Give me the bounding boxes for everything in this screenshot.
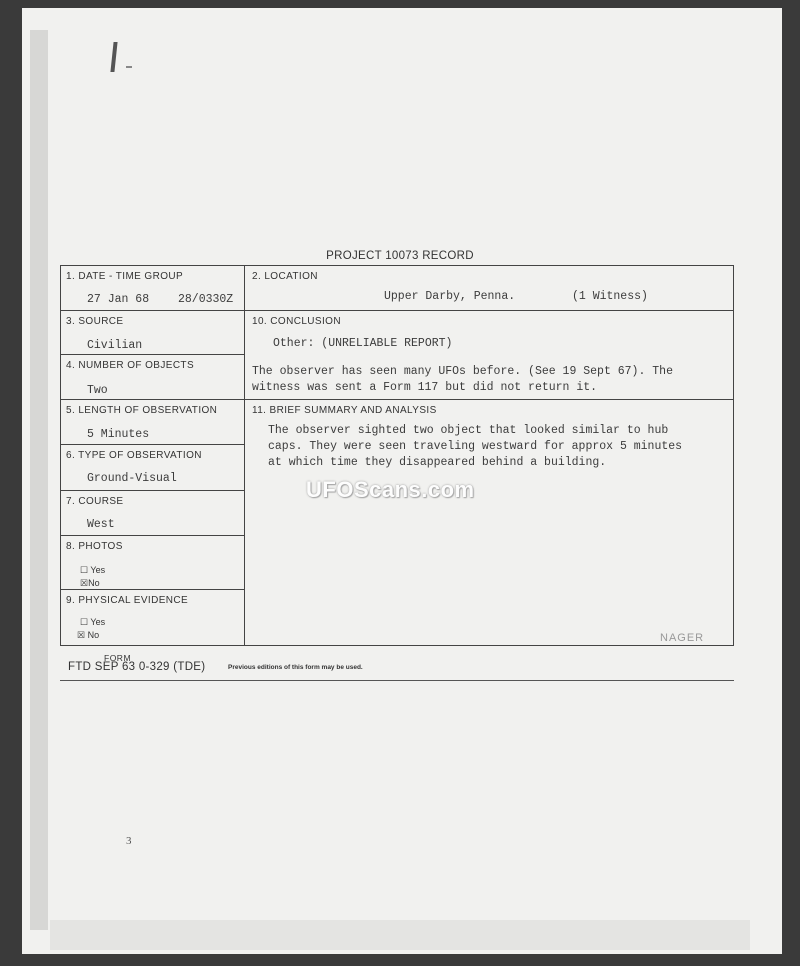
footer-form-label: FORM: [104, 653, 132, 663]
pen-mark-tick: [126, 66, 132, 68]
photos-yes-checkbox: ☐ Yes: [80, 565, 106, 575]
column-divider: [244, 266, 245, 646]
physical-no-checkbox: ☒ No: [77, 630, 100, 640]
length-label: 5. LENGTH OF OBSERVATION: [66, 405, 218, 416]
row-divider: [60, 310, 734, 311]
conclusion-comment-line-1: The observer has seen many UFOs before. (See 19 Sept 67). The: [252, 365, 673, 378]
date-time-label: 1. DATE - TIME GROUP: [66, 271, 184, 282]
page-mark: 3: [126, 835, 132, 847]
footer-edition-note: Previous editions of this form may be used.: [228, 664, 363, 671]
watermark: UFOScans.com: [306, 477, 475, 502]
conclusion-comment-line-2: witness was sent a Form 117 but did not return it.: [252, 381, 598, 394]
photos-no-checkbox: ☒No: [80, 578, 100, 588]
row-divider: [60, 354, 244, 355]
row-divider: [60, 444, 244, 445]
row-divider: [60, 490, 244, 491]
summary-line-2: caps. They were seen traveling westward for approx 5 minutes: [268, 440, 683, 453]
summary-line-3: at which time they disappeared behind a building.: [268, 456, 607, 469]
course-value: West: [87, 518, 115, 531]
scan-shadow-left: [30, 30, 48, 930]
course-label: 7. COURSE: [66, 496, 124, 507]
conclusion-label: 10. CONCLUSION: [252, 316, 341, 327]
num-objects-value: Two: [87, 384, 108, 397]
scan-shadow-bottom: [50, 920, 750, 950]
footer-form-code: FTD SEP 63 0-329 (TDE): [68, 661, 206, 673]
form-title: PROJECT 10073 RECORD: [326, 250, 474, 262]
row-divider: [60, 535, 244, 536]
footer-rule: [60, 680, 734, 681]
type-value: Ground-Visual: [87, 472, 177, 485]
signer-stamp: NAGER: [660, 632, 705, 644]
witness-count: (1 Witness): [572, 290, 648, 303]
length-value: 5 Minutes: [87, 428, 150, 441]
source-value: Civilian: [87, 339, 143, 352]
summary-label: 11. BRIEF SUMMARY AND ANALYSIS: [252, 405, 437, 416]
conclusion-value: Other: (UNRELIABLE REPORT): [273, 337, 453, 350]
photos-label: 8. PHOTOS: [66, 541, 123, 552]
row-divider: [60, 399, 734, 400]
row-divider: [60, 589, 244, 590]
physical-evidence-label: 9. PHYSICAL EVIDENCE: [66, 595, 189, 606]
location-label: 2. LOCATION: [252, 271, 318, 282]
location-value: Upper Darby, Penna.: [384, 290, 516, 303]
type-label: 6. TYPE OF OBSERVATION: [66, 450, 202, 461]
num-objects-label: 4. NUMBER OF OBJECTS: [66, 360, 195, 371]
summary-line-1: The observer sighted two object that looked similar to hub: [268, 424, 669, 437]
date-value: 27 Jan 68: [87, 293, 150, 306]
source-label: 3. SOURCE: [66, 316, 124, 327]
physical-yes-checkbox: ☐ Yes: [80, 617, 106, 627]
time-value: 28/0330Z: [178, 293, 234, 306]
